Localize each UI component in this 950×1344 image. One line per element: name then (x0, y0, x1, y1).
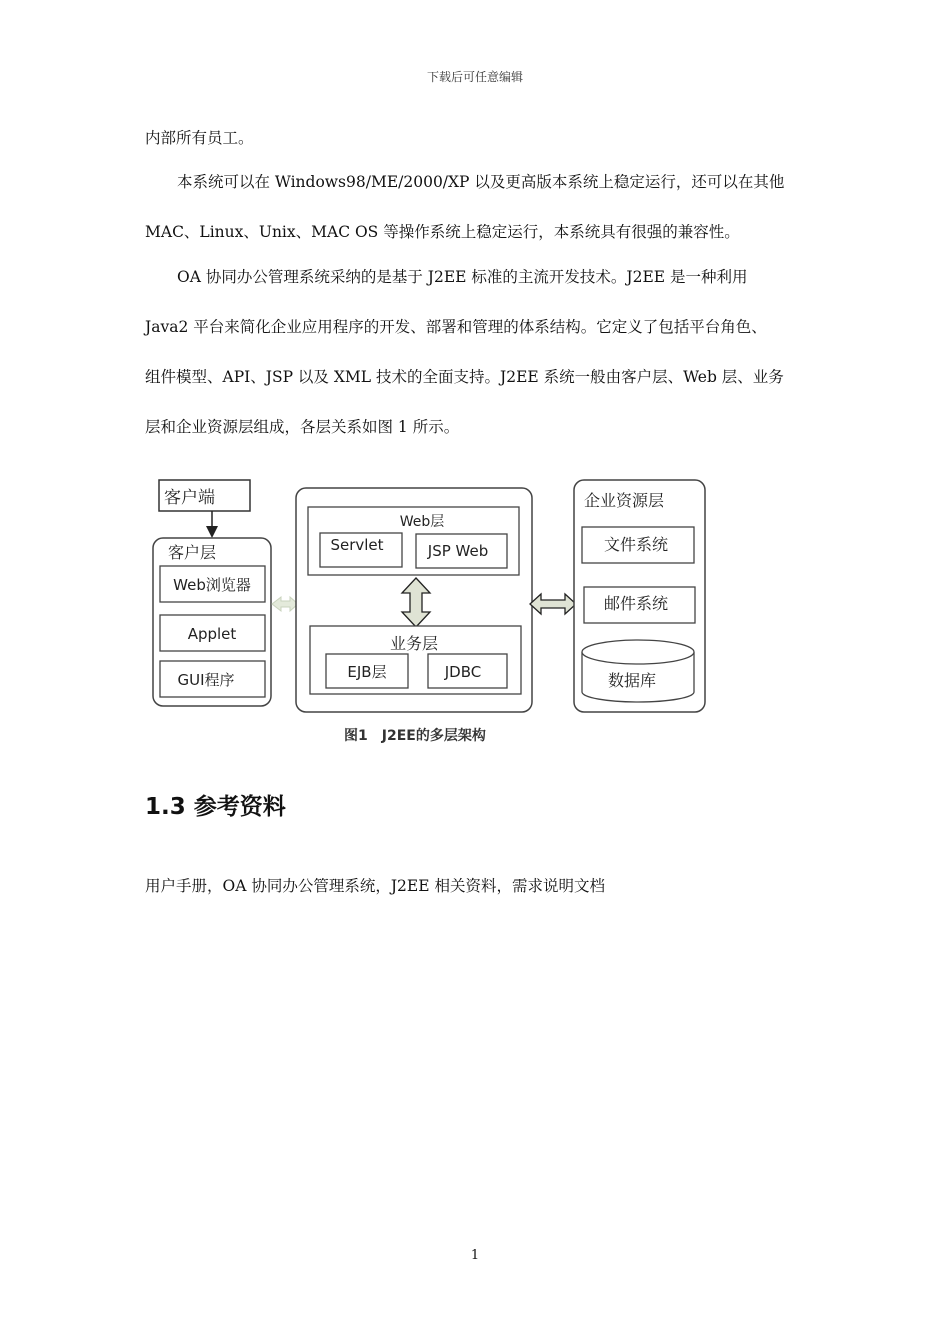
client-label: 客户端 (164, 488, 215, 508)
web-browser-label: Web浏览器 (173, 576, 251, 594)
ejb-label: EJB层 (347, 663, 387, 681)
page-number: 1 (470, 1248, 480, 1263)
paragraph-line: OA 协同办公管理系统采纳的是基于 J2EE 标准的主流开发技术。J2EE 是一种利用 (177, 268, 748, 286)
client-tier-label: 客户层 (168, 543, 217, 562)
page-header: 下载后可任意编辑 (426, 70, 523, 84)
paragraph-line: 内部所有员工。 (145, 129, 254, 147)
paragraph-line: 层和企业资源层组成，各层关系如图 1 所示。 (145, 418, 460, 436)
business-tier-label: 业务层 (389, 634, 439, 653)
client-web-arrow (272, 597, 298, 611)
database-label: 数据库 (607, 671, 657, 690)
web-tier-label: Web层 (399, 514, 445, 530)
section-heading: 1.3 参考资料 (145, 794, 286, 820)
file-system-label: 文件系统 (603, 535, 669, 554)
paragraph-line: 本系统可以在 Windows98/ME/2000/XP 以及更高版本系统上稳定运行，还可以在其他 (177, 173, 785, 191)
eis-tier-label: 企业资源层 (584, 491, 665, 510)
gui-label: GUI程序 (177, 671, 235, 689)
business-eis-arrow (530, 594, 576, 614)
paragraph-line: Java2 平台来简化企业应用程序的开发、部署和管理的体系结构。它定义了包括平台角色、 (145, 318, 767, 336)
mail-system-label: 邮件系统 (603, 594, 669, 613)
j2ee-architecture-figure (148, 474, 713, 754)
figure-caption: 图1 J2EE的多层架构 (344, 728, 486, 744)
applet-label: Applet (187, 625, 237, 643)
section-text: 用户手册，OA 协同办公管理系统，J2EE 相关资料，需求说明文档 (145, 877, 605, 895)
jdbc-label: JDBC (444, 663, 482, 681)
paragraph-line: MAC、Linux、Unix、MAC OS 等操作系统上稳定运行，本系统具有很强的兼容性。 (145, 223, 740, 241)
jsp-web-label: JSP Web (427, 542, 489, 560)
servlet-label: Servlet (330, 536, 384, 554)
paragraph-line: 组件模型、API、JSP 以及 XML 技术的全面支持。J2EE 系统一般由客户层、Web 层、业务 (145, 368, 784, 386)
